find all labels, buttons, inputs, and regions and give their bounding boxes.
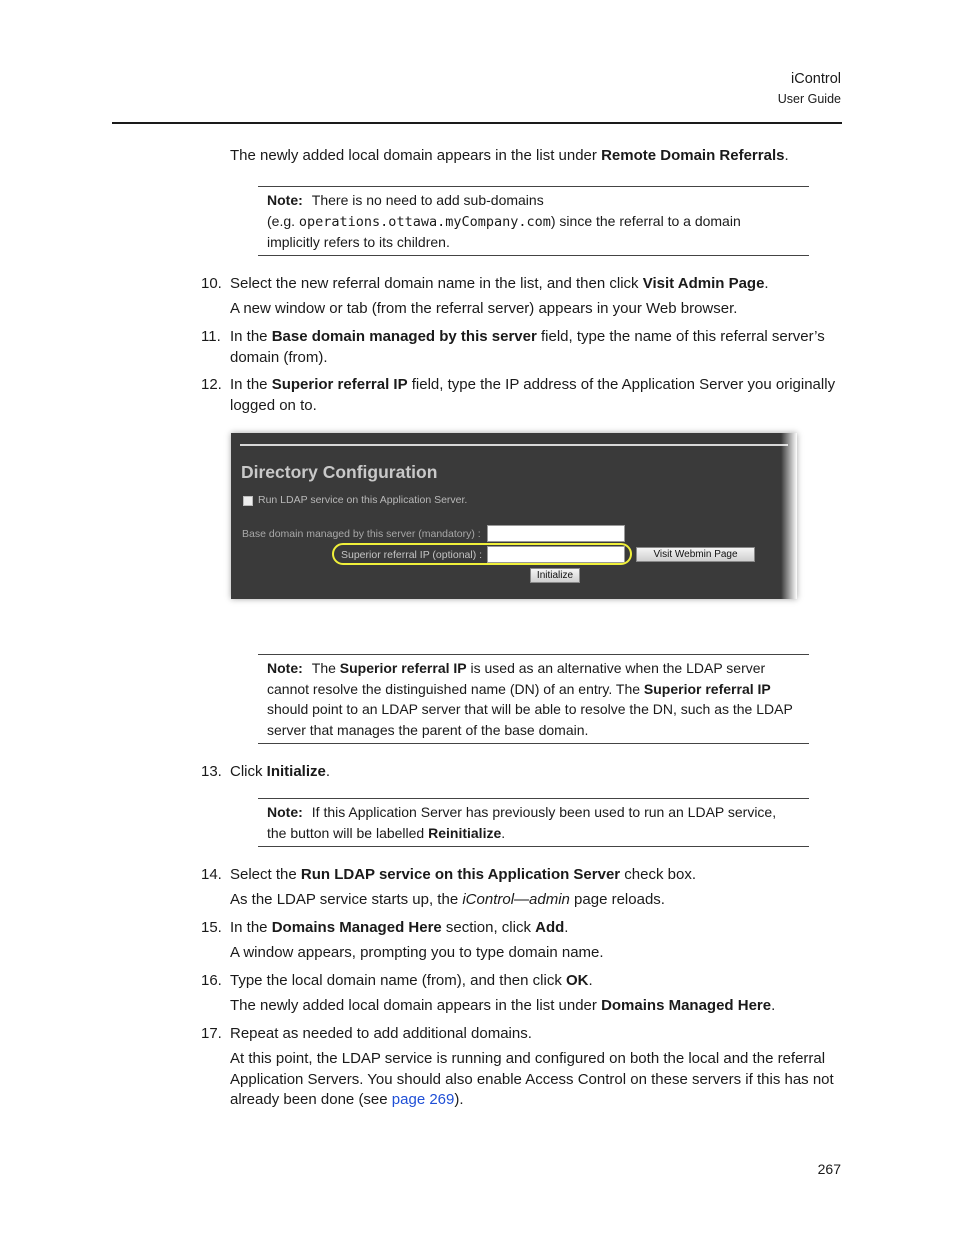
note-reinitialize: Note: If this Application Server has previously been used to run an LDAP service, the button will be labelled Reinitialize. bbox=[258, 798, 809, 847]
figure-title: Directory Configuration bbox=[241, 462, 438, 482]
page-number: 267 bbox=[817, 1161, 841, 1177]
base-domain-label: Base domain managed by this server (mandatory) : bbox=[242, 528, 481, 540]
step-number: 12. bbox=[201, 376, 222, 393]
initialize-button[interactable]: Initialize bbox=[530, 568, 580, 583]
step-10: Select the new referral domain name in the list, and then click Visit Admin Page. bbox=[230, 275, 769, 292]
step-number: 13. bbox=[201, 763, 222, 780]
header-product: iControl bbox=[791, 71, 841, 87]
page-269-link[interactable]: page 269 bbox=[391, 1091, 455, 1108]
step-10-result: A new window or tab (from the referral server) appears in your Web browser. bbox=[230, 300, 738, 317]
note-label: Note: bbox=[267, 192, 303, 208]
step-16-result: The newly added local domain appears in the list under Domains Managed Here. bbox=[230, 997, 776, 1014]
step-number: 10. bbox=[201, 275, 222, 292]
step-14: Select the Run LDAP service on this Application Server check box. bbox=[230, 866, 697, 883]
step-number: 14. bbox=[201, 866, 222, 883]
step-17: Repeat as needed to add additional domains. bbox=[230, 1025, 532, 1042]
code-example: operations.ottawa.myCompany.com bbox=[298, 213, 551, 230]
superior-referral-label: Superior referral IP (optional) : bbox=[341, 549, 483, 561]
note-superior-referral: Note: The Superior referral IP is used as an alternative when the LDAP server cannot resolve the distinguished name (DN) of an entry. The Superior referral IP should point to an LDAP server that will be able to resolve the DN, such as the LDAP server that manages the parent of the base domain. bbox=[258, 654, 809, 744]
closing-paragraph: At this point, the LDAP service is running and configured on both the local and the referral Application Servers. You should also enable Access Control on these servers if this has not already been done (see page 269). bbox=[230, 1050, 834, 1108]
step-14-result: As the LDAP service starts up, the iControl—admin page reloads. bbox=[230, 891, 665, 908]
figure-edge-fade bbox=[781, 433, 797, 599]
step-number: 11. bbox=[201, 328, 221, 345]
step-number: 15. bbox=[201, 919, 222, 936]
step-number: 16. bbox=[201, 972, 222, 989]
base-domain-input[interactable] bbox=[487, 525, 625, 542]
step-16: Type the local domain name (from), and then click OK. bbox=[230, 972, 593, 989]
note-label: Note: bbox=[267, 804, 303, 820]
figure-rule bbox=[240, 444, 788, 446]
step-15-result: A window appears, prompting you to type domain name. bbox=[230, 944, 604, 961]
step-13: Click Initialize. bbox=[230, 763, 331, 780]
highlight-ellipse bbox=[332, 543, 632, 565]
run-ldap-checkbox-label: Run LDAP service on this Application Server. bbox=[258, 494, 468, 506]
step-number: 17. bbox=[201, 1025, 222, 1042]
visit-webmin-button[interactable]: Visit Webmin Page bbox=[636, 547, 755, 562]
intro-paragraph: The newly added local domain appears in the list under Remote Domain Referrals. bbox=[230, 147, 789, 164]
directory-configuration-screenshot bbox=[231, 433, 797, 599]
step-15: In the Domains Managed Here section, click Add. bbox=[230, 919, 569, 936]
step-11: In the Base domain managed by this server field, type the name of this referral server’s domain (from). bbox=[230, 328, 825, 366]
note-label: Note: bbox=[267, 660, 303, 676]
note-subdomains: Note: There is no need to add sub-domains (e.g. operations.ottawa.myCompany.com) since the referral to a domain implicitly refers to its children. bbox=[258, 186, 809, 256]
step-12: In the Superior referral IP field, type the IP address of the Application Server you originally logged on to. bbox=[230, 376, 836, 414]
run-ldap-checkbox[interactable] bbox=[243, 496, 253, 506]
header-doc-title: User Guide bbox=[777, 92, 841, 106]
header-rule bbox=[112, 122, 842, 124]
